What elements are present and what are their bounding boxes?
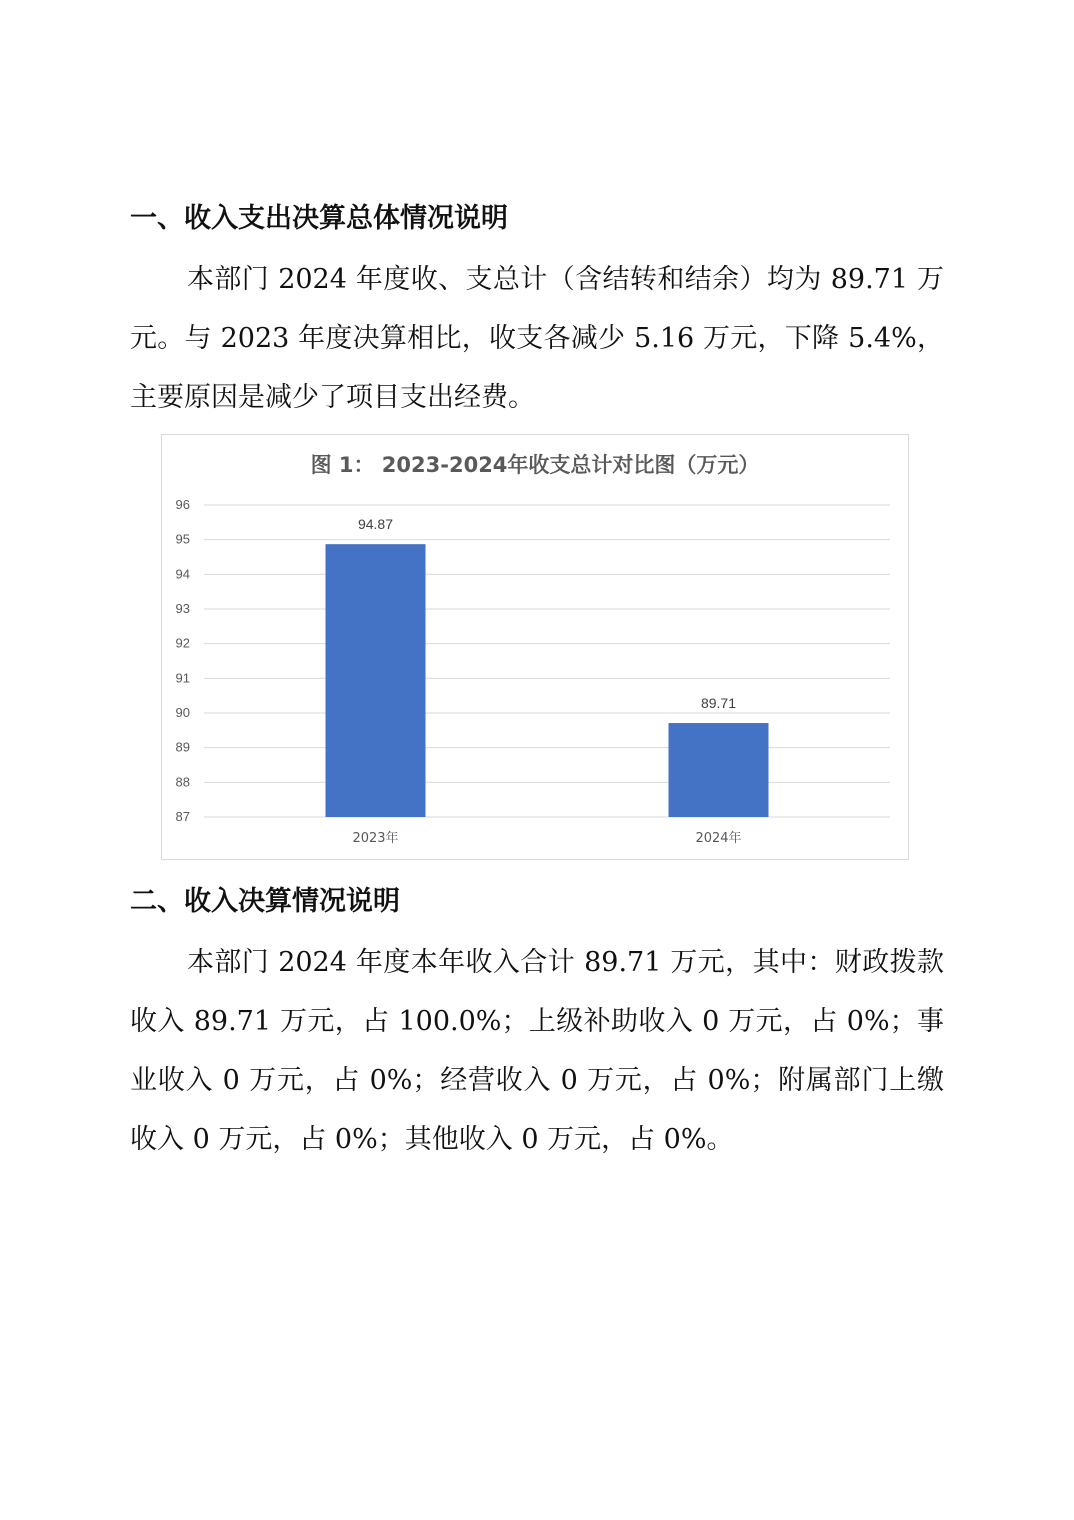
- chart-canvas: [162, 435, 908, 859]
- y-tick-label: 92: [175, 635, 190, 651]
- section-2-text: 本部门 2024 年度本年收入合计 89.71 万元，其中：财政拨款收入 89.71 万元，占 100.0%；上级补助收入 0 万元，占 0%；事业收入 0 万元，占 0%；经营收入 0 万元，占 0%；附属部门上缴收入 0 万元，占 0%；其他收入 0 万元，占 0%。: [130, 947, 944, 1155]
- y-axis-ticks: [176, 497, 190, 824]
- section-2-paragraph: [130, 933, 944, 1169]
- x-category-label: 2024年: [695, 831, 742, 846]
- y-tick-label: 96: [175, 497, 190, 512]
- y-tick-label: 94: [175, 566, 190, 582]
- gridlines: [204, 505, 890, 817]
- y-tick-label: 90: [175, 705, 190, 720]
- bar-chart: [161, 434, 909, 860]
- y-tick-label: 91: [175, 670, 190, 686]
- y-tick-label: 93: [175, 601, 190, 616]
- bar-2024年: [669, 723, 769, 817]
- y-tick-label: 88: [175, 774, 190, 790]
- bars: [326, 544, 769, 817]
- chart-title: 图 1： 2023-2024年收支总计对比图（万元）: [310, 453, 760, 477]
- section-2-heading: 二、收入决算情况说明: [130, 886, 400, 917]
- x-axis-categories: [352, 830, 741, 846]
- data-label: 94.87: [357, 516, 394, 533]
- y-tick-label: 95: [175, 531, 190, 547]
- data-label: 89.71: [700, 695, 737, 712]
- x-category-label: 2023年: [352, 831, 399, 846]
- section-1-paragraph: [130, 250, 944, 427]
- section-1-heading: 一、收入支出决算总体情况说明: [130, 203, 508, 234]
- section-1-text: 本部门 2024 年度收、支总计（含结转和结余）均为 89.71 万元。与 2023 年度决算相比，收支各减少 5.16 万元，下降 5.4%，主要原因是减少了项目支出经费。: [130, 264, 944, 413]
- y-tick-label: 87: [175, 809, 190, 824]
- y-tick-label: 89: [175, 739, 190, 755]
- bar-2023年: [326, 544, 426, 817]
